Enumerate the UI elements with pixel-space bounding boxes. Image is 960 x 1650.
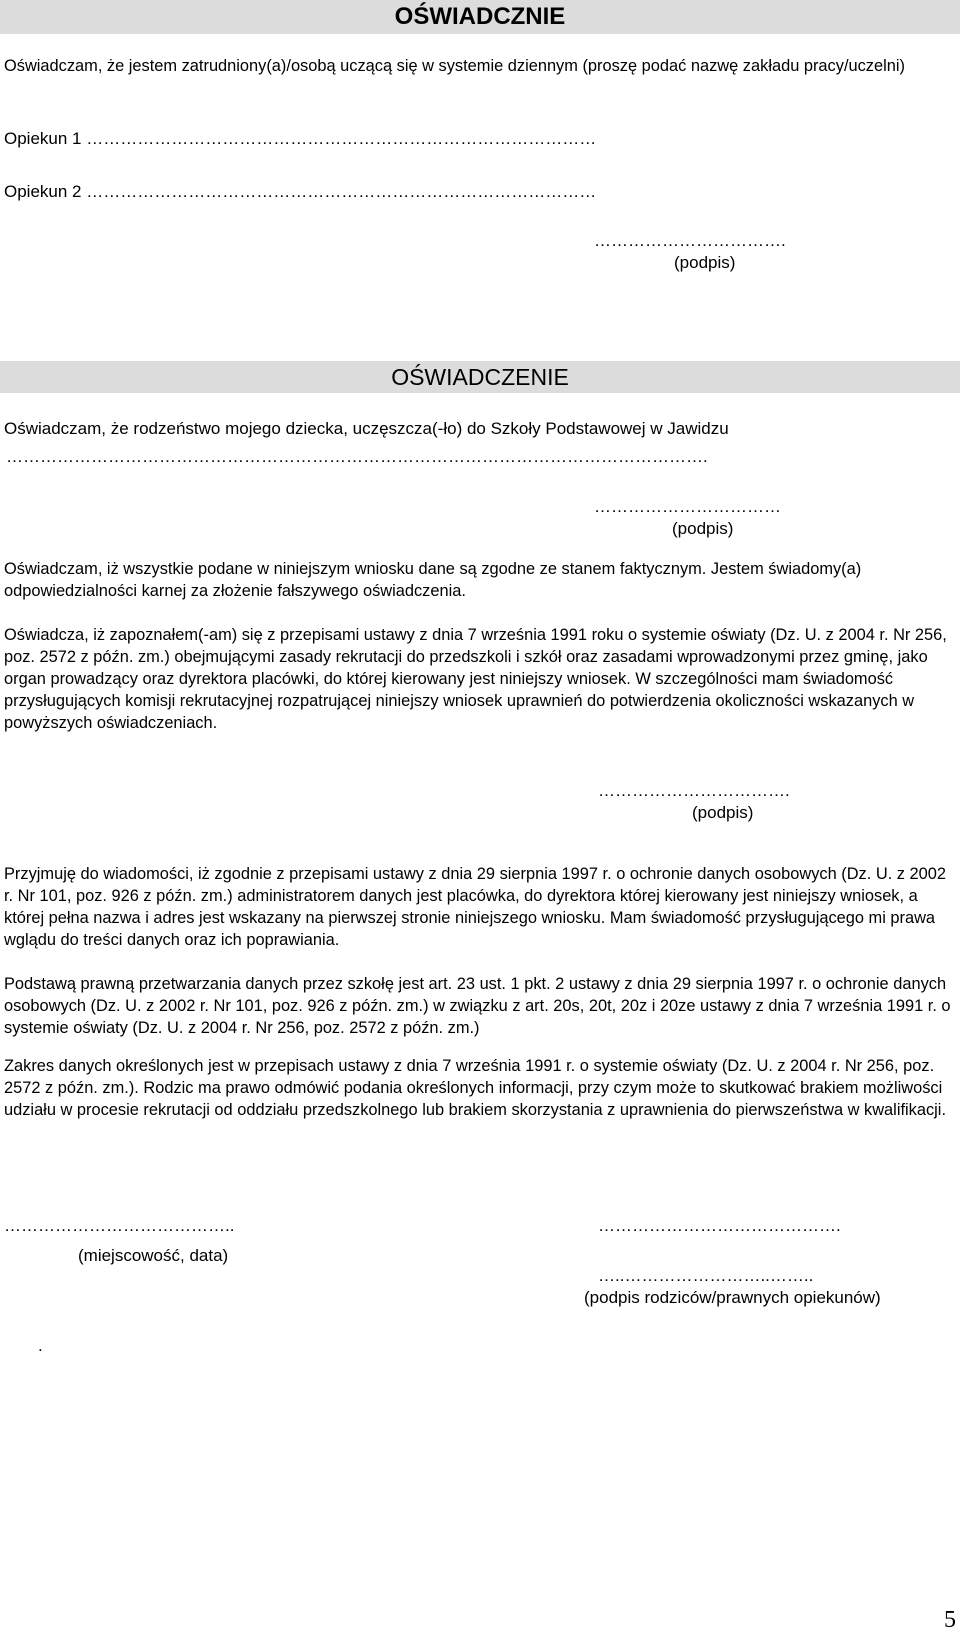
stray-dot: . [38,1336,43,1355]
section2-signature-line[interactable]: …………………………… [594,497,781,516]
truth-declaration: Oświadczam, iż wszystkie podane w niniejszym wniosku dane są zgodne ze stanem faktycznym. Jestem świadomy(a) odpowiedzialności karnej za złożenie fałszywego oświadczenia. [4,560,862,600]
section3-signature-line[interactable]: ……………………………. [598,781,790,800]
section3-signature-label: (podpis) [692,803,754,822]
place-date-label: (miejscowość, data) [78,1246,229,1265]
law-declaration: Oświadcza, iż zapoznałem(-am) się z przepisami ustawy z dnia 7 września 1991 roku o systemie oświaty (Dz. U. z 2004 r. Nr 256, poz. 2572 z późn. zm.) obejmującymi zasady rekrutacji do przedszkoli i szkół oraz zasadami wprowadzonymi przez gminę, jako organ prowadzący oraz dyrektora placówki, do której kierowany jest niniejszy wniosek. W szczególności mam świadomość przysługujących komisji rekrutacyjnej rozpatrującej niniejszy wniosek uprawnień do potwierdzenia okoliczności wskazanych w powyższych oświadczeniach. [4,626,947,732]
section1-signature-line[interactable]: ……………………………. [594,231,786,250]
parents-signature-label: (podpis rodziców/prawnych opiekunów) [584,1288,881,1307]
guardian2-line[interactable]: Opiekun 2 ……………………………………………………………………………… [4,182,597,201]
section2-title: OŚWIADCZENIE [391,363,569,390]
section2-signature-label: (podpis) [672,519,734,538]
guardian1-line[interactable]: Opiekun 1 ……………………………………………………………………………… [4,129,597,148]
legal-basis-notice: Podstawą prawną przetwarzania danych przez szkołę jest art. 23 ust. 1 pkt. 2 ustawy z dnia 29 sierpnia 1997 r. o ochronie danych osobowych (Dz. U. z 2002 r. Nr 101, poz. 926 z późn. zm.) w związku z art. 20s, 20t, 20z i 20ze ustawy z dnia 7 września 1991 r. o systemie oświaty (Dz. U. z 2004 r. Nr 256, poz. 2572 z późn. zm.) [4,975,951,1037]
parents-signature-line-top[interactable]: ……………………………………. [598,1216,841,1235]
section2-header [0,361,960,393]
school-name-line[interactable]: ……………………………………………………………………………………………………………. [6,447,708,466]
page-number: 5 [944,1607,956,1633]
section2-text: Oświadczam, że rodzeństwo mojego dziecka, uczęszcza(-ło) do Szkoły Podstawowej w Jawidzu [4,419,729,438]
data-scope-notice: Zakres danych określonych jest w przepisach ustawy z dnia 7 września 1991 r. o systemie oświaty (Dz. U. z 2004 r. Nr 256, poz. 2572 z późn. zm.). Rodzic ma prawo odmówić podania określonych informacji, przy czym może to skutkować brakiem możliwości udziału w procesie rekrutacji od oddziału przedszkolnego lub brakiem skorzystania z uprawnienia do pierwszeństwa w kwalifikacji. [4,1057,946,1119]
section1-text: Oświadczam, że jestem zatrudniony(a)/osobą uczącą się w systemie dziennym (proszę podać nazwę zakładu pracy/uczelni) [4,57,905,75]
section1-title: OŚWIADCZNIE [394,3,566,30]
parents-signature-line[interactable]: …..……………………..…….. [598,1266,814,1285]
section1-header [0,0,960,34]
data-protection-notice: Przyjmuję do wiadomości, iż zgodnie z przepisami ustawy z dnia 29 sierpnia 1997 r. o ochronie danych osobowych (Dz. U. z 2002 r. Nr 101, poz. 926 z późn. zm.) administratorem danych jest placówka, do dyrektora której kierowany jest niniejszy wniosek, a której pełna nazwa i adres jest wskazany na pierwszej stronie niniejszego wniosku. Mam świadomość przysługującego mi prawa wglądu do treści danych oraz ich poprawiania. [4,865,947,949]
section1-signature-label: (podpis) [674,253,736,272]
place-date-line[interactable]: ………………………………….. [4,1216,235,1235]
